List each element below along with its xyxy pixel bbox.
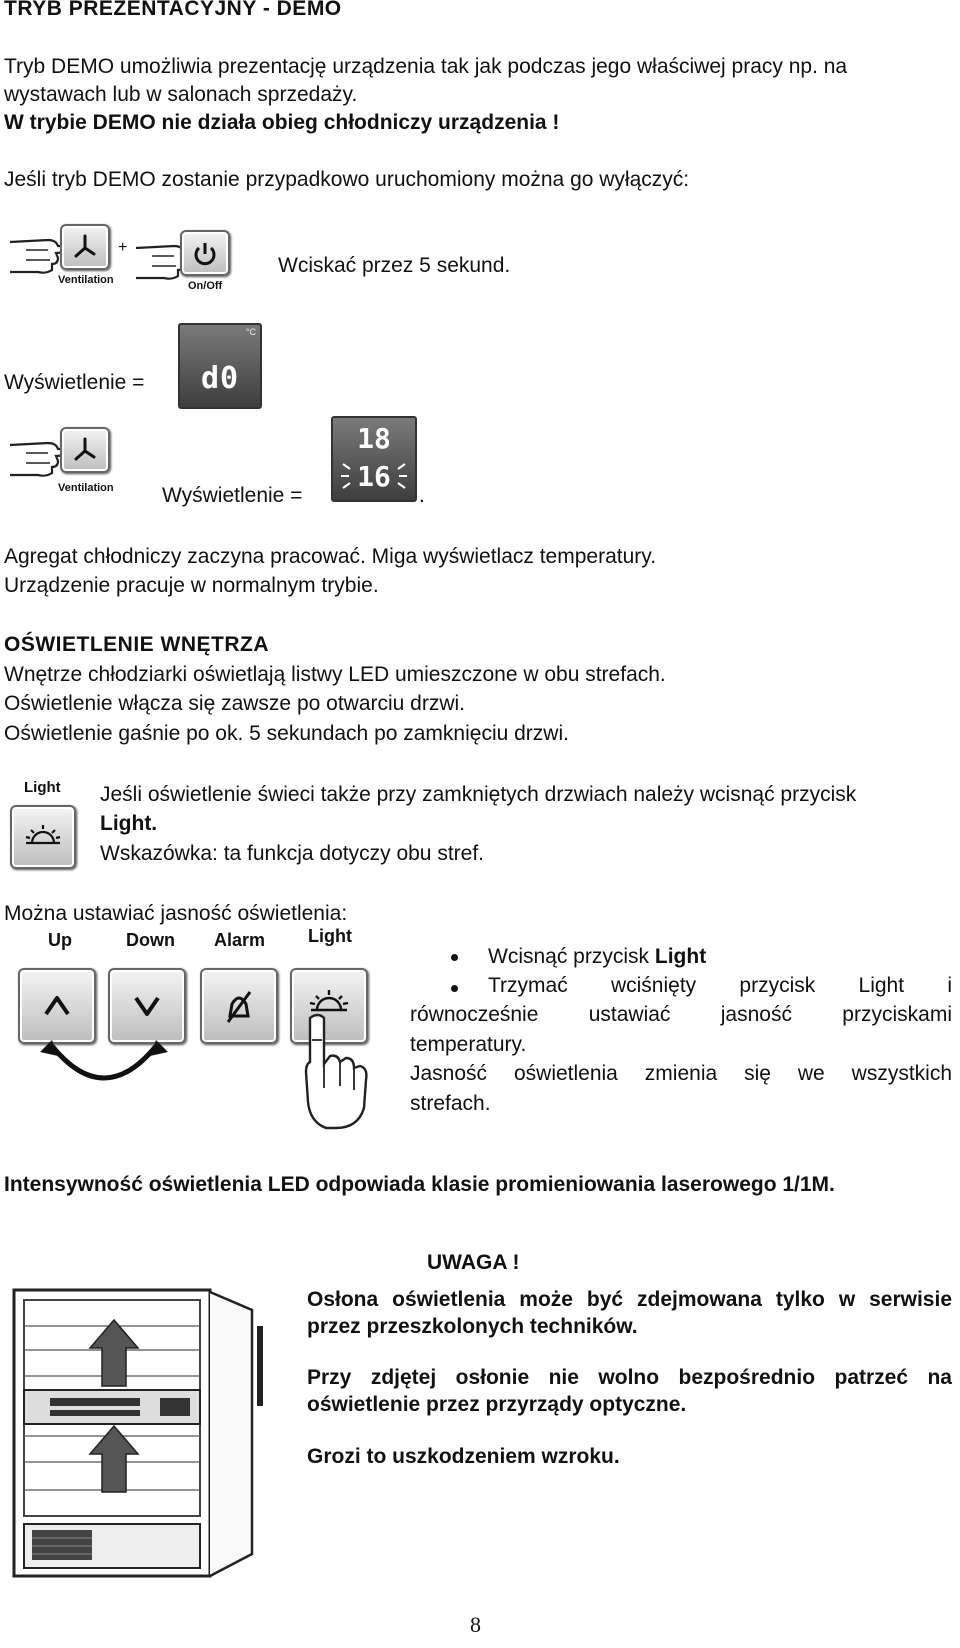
button-combo-illustration xyxy=(8,222,258,294)
down-key-label: Down xyxy=(126,930,175,950)
heading-lighting: OŚWIETLENIE WNĘTRZA xyxy=(4,633,269,656)
step-1 xyxy=(488,944,706,969)
arrow-up-icon xyxy=(20,970,94,1042)
down-key xyxy=(108,968,186,1044)
display-label-2: Wyświetlenie = xyxy=(162,484,303,507)
alarm-key xyxy=(200,968,278,1044)
ventilation-label-2: Ventilation xyxy=(58,482,114,494)
step-2-line-3: temperatury. xyxy=(410,1033,527,1056)
sun-icon xyxy=(12,807,74,867)
lcd-display-1 xyxy=(178,323,262,409)
brightness-intro: Można ustawiać jasność oświetlenia: xyxy=(4,902,348,925)
light-note-line-3: Wskazówka: ta funkcja dotyczy obu stref. xyxy=(100,842,484,865)
warning-p2-line-2: oświetlenie przez przyrządy optyczne. xyxy=(307,1393,687,1416)
page-number: 8 xyxy=(470,1612,481,1637)
demo-paragraph-line1: Tryb DEMO umożliwia prezentację urządzenia tak jak podczas jego właściwej pracy np. na xyxy=(4,55,848,78)
laser-note: Intensywność oświetlenia LED odpowiada klasie promieniowania laserowego 1/1M. xyxy=(4,1173,835,1196)
control-panel-illustration xyxy=(14,926,374,1130)
lcd-value-1: d0 xyxy=(200,361,240,396)
lighting-line-3: Oświetlenie gaśnie po ok. 5 sekundach po zamknięciu drzwi. xyxy=(4,722,569,745)
step-1-bold: Light xyxy=(654,945,707,968)
double-arrow-icon xyxy=(34,1040,174,1090)
lcd-display-2 xyxy=(331,416,417,502)
warning-title: UWAGA ! xyxy=(427,1251,520,1274)
light-note-line-1: Jeśli oświetlenie świeci także przy zamkniętych drzwiach należy wcisnąć przycisk xyxy=(100,783,857,806)
light-note-line-2: Light. xyxy=(100,812,158,835)
plus-sign: + xyxy=(118,239,128,256)
bullet-1 xyxy=(451,954,458,961)
step-2-line-2: równocześnie ustawiać jasność przyciskami xyxy=(410,1003,952,1026)
fan-icon xyxy=(62,226,108,268)
up-key-label: Up xyxy=(48,930,72,950)
lcd-bottom-value: 16 xyxy=(357,460,391,493)
display-dot: . xyxy=(419,484,425,507)
ventilation-key xyxy=(60,224,110,270)
heading-demo: TRYB PREZENTACYJNY - DEMO xyxy=(4,0,342,20)
lighting-line-2: Oświetlenie włącza się zawsze po otwarciu drzwi. xyxy=(4,692,466,715)
display-label-1: Wyświetlenie = xyxy=(4,371,145,394)
hold-instruction: Wciskać przez 5 sekund. xyxy=(278,254,511,277)
demo-paragraph-2: Jeśli tryb DEMO zostanie przypadkowo uruchomiony można go wyłączyć: xyxy=(4,168,690,191)
step-1-prefix: Wcisnąć przycisk xyxy=(488,945,650,968)
step-3-line-2: strefach. xyxy=(410,1092,491,1115)
demo-warning: W trybie DEMO nie działa obieg chłodniczy urządzenia ! xyxy=(4,111,560,134)
celsius-unit: °C xyxy=(245,327,256,337)
light-key-label-2: Light xyxy=(308,926,352,946)
up-key xyxy=(18,968,96,1044)
step-2-line-1: Trzymać wciśnięty przycisk Light i xyxy=(488,974,952,997)
lcd-top-value: 18 xyxy=(357,422,391,455)
warning-p2-line-1: Przy zdjętej osłonie nie wolno bezpośrednio patrzeć na xyxy=(307,1366,952,1389)
agregat-line-1: Agregat chłodniczy zaczyna pracować. Miga wyświetlacz temperatury. xyxy=(4,545,657,568)
blink-rays-icon xyxy=(341,458,407,494)
fan-icon xyxy=(62,429,108,471)
light-key-label: Light xyxy=(24,779,61,796)
bullet-2 xyxy=(451,985,458,992)
fridge-illustration xyxy=(10,1286,280,1582)
alarm-key-label: Alarm xyxy=(214,930,266,950)
warning-p1-line-2: przez przeszkolonych techników. xyxy=(307,1315,638,1338)
ventilation-label: Ventilation xyxy=(58,274,114,286)
onoff-label: On/Off xyxy=(188,280,223,292)
arrow-down-icon xyxy=(110,970,184,1042)
step-3-line-1: Jasność oświetlenia zmienia się we wszystkich xyxy=(410,1062,952,1085)
light-key xyxy=(10,805,76,869)
ventilation-key-2 xyxy=(60,427,110,473)
power-icon xyxy=(182,232,228,274)
lighting-line-1: Wnętrze chłodziarki oświetlają listwy LED umieszczone w obu strefach. xyxy=(4,663,666,686)
alarm-off-icon xyxy=(202,970,276,1042)
pointing-hand-icon xyxy=(296,1012,372,1130)
demo-paragraph-line2: wystawach lub w salonach sprzedaży. xyxy=(4,83,358,106)
warning-p3: Grozi to uszkodzeniem wzroku. xyxy=(307,1445,620,1468)
agregat-line-2: Urządzenie pracuje w normalnym trybie. xyxy=(4,574,379,597)
onoff-key xyxy=(180,230,230,276)
warning-p1-line-1: Osłona oświetlenia może być zdejmowana tylko w serwisie xyxy=(307,1288,952,1311)
ventilation-press-illustration xyxy=(8,425,128,501)
